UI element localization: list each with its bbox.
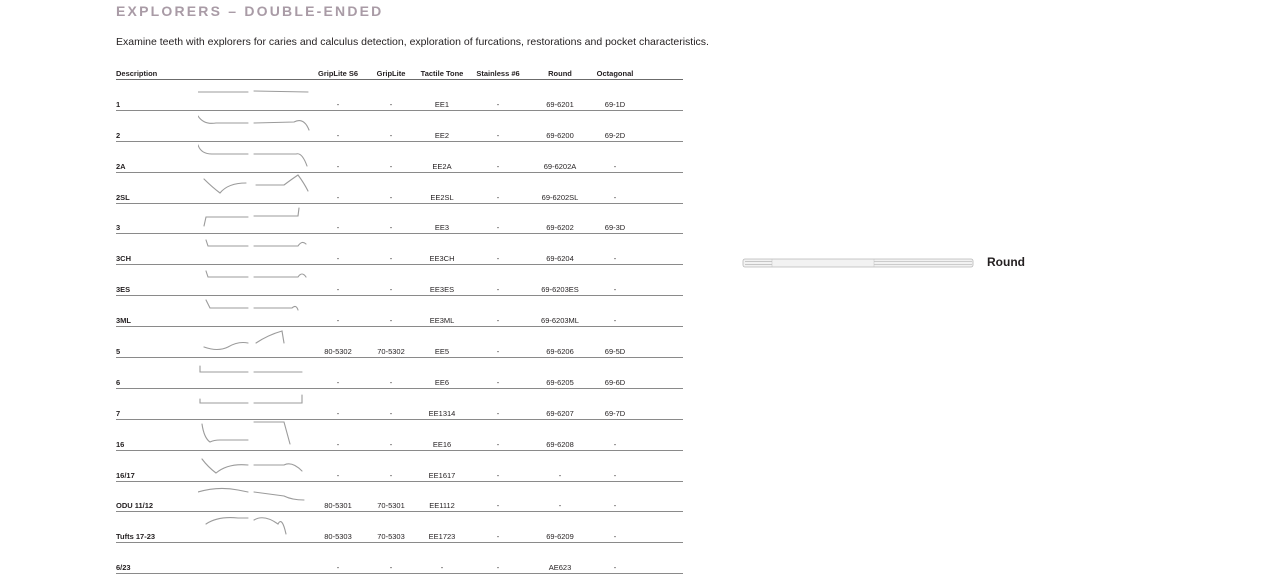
cell-tactile-tone: EE3: [434, 223, 450, 233]
cell-octagonal: -: [613, 532, 617, 542]
cell-tactile-tone: EE1: [434, 99, 450, 109]
cell-octagonal: -: [613, 192, 617, 202]
cell-tactile-tone: EE6: [434, 377, 450, 387]
cell-tactile-tone: EE5: [434, 347, 450, 357]
cell-griplite-s6: -: [336, 470, 340, 480]
table-row: [116, 358, 683, 389]
cell-griplite-s6: -: [336, 223, 340, 233]
cell-description: 5: [116, 347, 121, 357]
table-row: [116, 204, 683, 235]
explorer-instrument-image: [198, 80, 310, 108]
cell-description: 7: [116, 408, 121, 418]
cell-octagonal: 69-2D: [604, 130, 626, 140]
cell-tactile-tone: EE3CH: [429, 254, 455, 264]
cell-stainless: -: [496, 501, 500, 511]
cell-octagonal: -: [613, 563, 617, 573]
cell-octagonal: -: [613, 501, 617, 511]
cell-description: 6/23: [116, 563, 131, 573]
cell-tactile-tone: EE1617: [428, 470, 456, 480]
table-row: [116, 173, 683, 204]
table-row: [116, 234, 683, 265]
cell-griplite: 70-5301: [377, 501, 405, 511]
cell-octagonal: -: [613, 316, 617, 326]
cell-round: 69-6205: [546, 377, 574, 387]
table-header: [116, 68, 683, 80]
cell-stainless: -: [496, 470, 500, 480]
cell-stainless: -: [496, 223, 500, 233]
cell-griplite-s6: 80-5301: [324, 501, 352, 511]
cell-griplite-s6: -: [336, 563, 340, 573]
cell-tactile-tone: EE2SL: [430, 192, 454, 202]
cell-griplite-s6: -: [336, 439, 340, 449]
cell-griplite-s6: 80-5303: [324, 532, 352, 542]
page-title: EXPLORERS – DOUBLE-ENDED: [116, 3, 384, 19]
table-row: [116, 296, 683, 327]
explorer-instrument-image: [198, 512, 310, 540]
cell-griplite-s6: -: [336, 130, 340, 140]
cell-round: 69-6200: [546, 130, 574, 140]
cell-octagonal: -: [613, 285, 617, 295]
cell-octagonal: 69-1D: [604, 99, 626, 109]
explorer-instrument-image: [198, 358, 310, 386]
cell-round: 69-6209: [546, 532, 574, 542]
header-description: Description: [116, 69, 158, 78]
cell-description: 3CH: [116, 254, 132, 264]
cell-tactile-tone: EE2A: [432, 161, 452, 171]
cell-griplite: -: [389, 470, 393, 480]
cell-griplite: -: [389, 408, 393, 418]
cell-round: 69-6202: [546, 223, 574, 233]
cell-description: 3ML: [116, 316, 131, 326]
explorer-instrument-image: [198, 420, 310, 448]
explorer-instrument-image: [198, 451, 310, 479]
cell-stainless: -: [496, 532, 500, 542]
cell-octagonal: -: [613, 470, 617, 480]
explorer-instrument-image: [198, 204, 310, 232]
header-round: Round: [548, 69, 572, 78]
table-row: [116, 482, 683, 513]
cell-griplite-s6: -: [336, 99, 340, 109]
cell-griplite: -: [389, 316, 393, 326]
cell-stainless: -: [496, 192, 500, 202]
cell-round: -: [558, 501, 562, 511]
explorer-instrument-image: [198, 327, 310, 355]
cell-stainless: -: [496, 130, 500, 140]
cell-tactile-tone: EE3ML: [429, 316, 455, 326]
cell-stainless: -: [496, 161, 500, 171]
cell-stainless: -: [496, 439, 500, 449]
cell-tactile-tone: EE1314: [428, 408, 456, 418]
cell-griplite-s6: -: [336, 285, 340, 295]
cell-description: 2: [116, 130, 121, 140]
table-row: [116, 111, 683, 142]
round-handle-image: [742, 256, 974, 270]
cell-description: 16/17: [116, 470, 135, 480]
intro-text: Examine teeth with explorers for caries and calculus detection, exploration of furcations, restorations and pocket characteristics.: [116, 36, 709, 48]
cell-griplite: -: [389, 223, 393, 233]
cell-description: 6: [116, 377, 121, 387]
cell-octagonal: -: [613, 161, 617, 171]
cell-tactile-tone: EE16: [432, 439, 452, 449]
cell-octagonal: 69-6D: [604, 377, 626, 387]
cell-griplite: -: [389, 192, 393, 202]
cell-griplite: -: [389, 563, 393, 573]
cell-round: 69-6204: [546, 254, 574, 264]
cell-stainless: -: [496, 254, 500, 264]
table-row: [116, 543, 683, 574]
cell-stainless: -: [496, 377, 500, 387]
cell-griplite: -: [389, 161, 393, 171]
cell-tactile-tone: EE3ES: [429, 285, 455, 295]
cell-round: 69-6203ML: [541, 316, 579, 326]
round-handle-label: Round: [987, 255, 1025, 269]
cell-tactile-tone: EE2: [434, 130, 450, 140]
cell-round: 69-6201: [546, 99, 574, 109]
explorer-instrument-image: [198, 142, 310, 170]
cell-description: 2SL: [116, 192, 130, 202]
cell-round: 69-6203ES: [541, 285, 579, 295]
cell-round: -: [558, 470, 562, 480]
cell-griplite-s6: -: [336, 408, 340, 418]
table-row: [116, 389, 683, 420]
explorer-instrument-image: [198, 482, 310, 510]
cell-octagonal: 69-7D: [604, 408, 626, 418]
cell-description: 2A: [116, 161, 126, 171]
cell-description: 3ES: [116, 285, 131, 295]
cell-stainless: -: [496, 408, 500, 418]
cell-griplite: -: [389, 99, 393, 109]
explorer-instrument-image: [198, 296, 310, 324]
table-row: [116, 265, 683, 296]
explorer-instrument-image: [198, 234, 310, 262]
cell-round: AE623: [548, 563, 572, 573]
cell-octagonal: 69-5D: [604, 347, 626, 357]
explorer-instrument-image: [198, 173, 310, 201]
cell-tactile-tone: -: [440, 563, 444, 573]
header-griplite-s6: GripLite S6: [317, 69, 359, 78]
cell-round: 69-6207: [546, 408, 574, 418]
cell-griplite: -: [389, 439, 393, 449]
explorer-instrument-image: [198, 265, 310, 293]
cell-griplite-s6: -: [336, 254, 340, 264]
header-stainless: Stainless #6: [476, 69, 520, 78]
cell-round: 69-6206: [546, 347, 574, 357]
cell-round: 69-6208: [546, 439, 574, 449]
cell-stainless: -: [496, 316, 500, 326]
cell-description: ODU 11/12: [116, 501, 154, 511]
cell-stainless: -: [496, 99, 500, 109]
cell-griplite: -: [389, 254, 393, 264]
cell-stainless: -: [496, 285, 500, 295]
header-tactile-tone: Tactile Tone: [420, 69, 464, 78]
cell-griplite: -: [389, 285, 393, 295]
cell-description: 16: [116, 439, 125, 449]
cell-griplite: -: [389, 377, 393, 387]
cell-stainless: -: [496, 347, 500, 357]
cell-griplite-s6: -: [336, 316, 340, 326]
cell-tactile-tone: EE1112: [429, 501, 455, 511]
table-row: [116, 420, 683, 451]
header-griplite: GripLite: [376, 69, 406, 78]
product-table: [116, 68, 683, 574]
cell-griplite: 70-5302: [377, 347, 405, 357]
cell-round: 69-6202SL: [541, 192, 579, 202]
table-row: [116, 451, 683, 482]
table-row: [116, 142, 683, 173]
table-row: [116, 327, 683, 358]
cell-griplite: 70-5303: [377, 532, 405, 542]
cell-round: 69-6202A: [543, 161, 577, 171]
table-row: [116, 512, 683, 543]
cell-tactile-tone: EE1723: [428, 532, 456, 542]
explorer-instrument-image: [198, 111, 310, 139]
cell-griplite-s6: -: [336, 192, 340, 202]
header-octagonal: Octagonal: [596, 69, 634, 78]
cell-octagonal: -: [613, 254, 617, 264]
cell-griplite: -: [389, 130, 393, 140]
cell-griplite-s6: -: [336, 161, 340, 171]
cell-description: 3: [116, 223, 121, 233]
explorer-instrument-image: [198, 389, 310, 417]
cell-octagonal: -: [613, 439, 617, 449]
cell-griplite-s6: -: [336, 377, 340, 387]
cell-description: Tufts 17-23: [116, 532, 156, 542]
table-row: [116, 80, 683, 111]
cell-description: 1: [116, 99, 121, 109]
cell-stainless: -: [496, 563, 500, 573]
cell-griplite-s6: 80-5302: [324, 347, 352, 357]
cell-octagonal: 69-3D: [604, 223, 626, 233]
